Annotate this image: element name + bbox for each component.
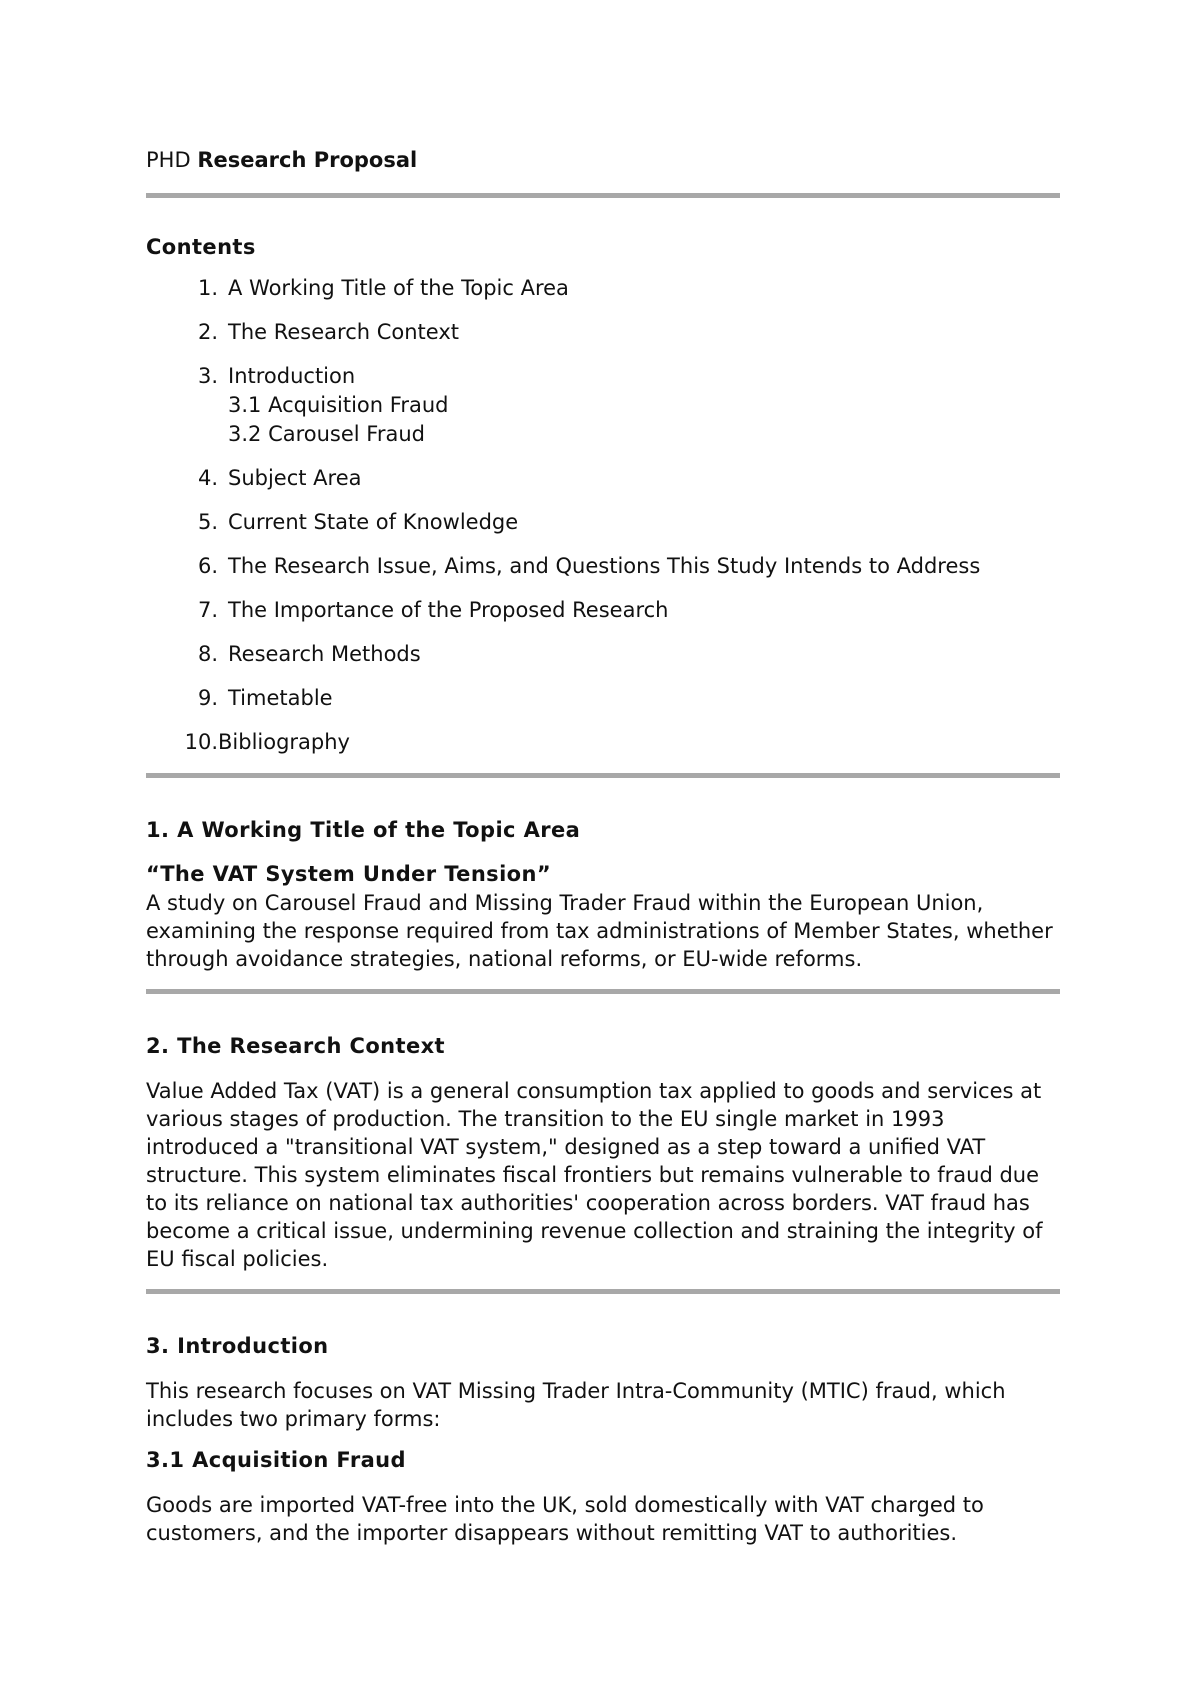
toc-label: Subject Area bbox=[228, 466, 362, 490]
toc-subitem: 3.2 Carousel Fraud bbox=[228, 422, 425, 446]
header-prefix: PHD bbox=[146, 148, 191, 172]
toc-number: 7. bbox=[197, 598, 218, 622]
toc-item bbox=[146, 362, 1060, 449]
subsection-3-1-text: Goods are imported VAT-free into the UK, sold domestically with VAT charged to customers, and the importer disappears without remitting VAT to authorities. bbox=[146, 1493, 984, 1545]
toc-number: 6. bbox=[197, 554, 218, 578]
contents-heading: Contents bbox=[146, 235, 256, 259]
toc-item bbox=[146, 596, 1060, 625]
toc-label: Current State of Knowledge bbox=[228, 510, 519, 534]
subsection-3-1-heading: 3.1 Acquisition Fraud bbox=[146, 1448, 406, 1472]
toc-label: The Importance of the Proposed Research bbox=[228, 598, 669, 622]
section-3-heading: 3. Introduction bbox=[146, 1334, 329, 1358]
working-title: “The VAT System Under Tension” bbox=[146, 862, 552, 886]
toc-item bbox=[146, 684, 1060, 713]
toc-number: 3. bbox=[197, 364, 218, 388]
section-3-text: This research focuses on VAT Missing Trader Intra-Community (MTIC) fraud, which includes two primary forms: bbox=[146, 1379, 1006, 1431]
section-2-text: Value Added Tax (VAT) is a general consumption tax applied to goods and services at various stages of production. The transition to the EU single market in 1993 introduced a "transitional VAT system," designed as a step toward a unified VAT structure. This system eliminates fiscal frontiers but remains vulnerable to fraud due to its reliance on national tax authorities' cooperation across borders. VAT fraud has become a critical issue, undermining revenue collection and straining the integrity of EU fiscal policies. bbox=[146, 1079, 1043, 1271]
divider bbox=[146, 989, 1060, 994]
toc-label: A Working Title of the Topic Area bbox=[228, 276, 569, 300]
toc-label: The Research Issue, Aims, and Questions This Study Intends to Address bbox=[228, 554, 981, 578]
divider bbox=[146, 193, 1060, 198]
toc-number: 2. bbox=[197, 320, 218, 344]
section-1-heading: 1. A Working Title of the Topic Area bbox=[146, 818, 581, 842]
toc-item bbox=[146, 508, 1060, 537]
document-header bbox=[146, 146, 1060, 174]
toc-label: The Research Context bbox=[228, 320, 459, 344]
toc-label: Bibliography bbox=[218, 730, 350, 754]
section-1-text: A study on Carousel Fraud and Missing Trader Fraud within the European Union, examining the response required from tax administrations of Member States, whether through avoidance strategies, national reforms, or EU-wide reforms. bbox=[146, 891, 1053, 971]
toc-number: 1. bbox=[197, 276, 218, 300]
toc-item bbox=[146, 318, 1060, 347]
toc-item bbox=[146, 640, 1060, 669]
toc-label: Timetable bbox=[228, 686, 333, 710]
header-title: Research Proposal bbox=[197, 148, 418, 172]
toc-item bbox=[146, 274, 1060, 303]
toc-item bbox=[146, 464, 1060, 493]
toc-number: 5. bbox=[197, 510, 218, 534]
section-2-heading: 2. The Research Context bbox=[146, 1034, 445, 1058]
divider bbox=[146, 773, 1060, 778]
toc-number: 4. bbox=[197, 466, 218, 490]
toc-number: 9. bbox=[197, 686, 218, 710]
divider bbox=[146, 1289, 1060, 1294]
toc-label: Introduction bbox=[228, 364, 356, 388]
toc-item bbox=[146, 728, 1060, 757]
toc-number: 10. bbox=[184, 730, 218, 754]
toc-label: Research Methods bbox=[228, 642, 421, 666]
toc-number: 8. bbox=[197, 642, 218, 666]
toc-item bbox=[146, 552, 1060, 581]
toc-subitem: 3.1 Acquisition Fraud bbox=[228, 393, 449, 417]
table-of-contents bbox=[146, 274, 1060, 757]
